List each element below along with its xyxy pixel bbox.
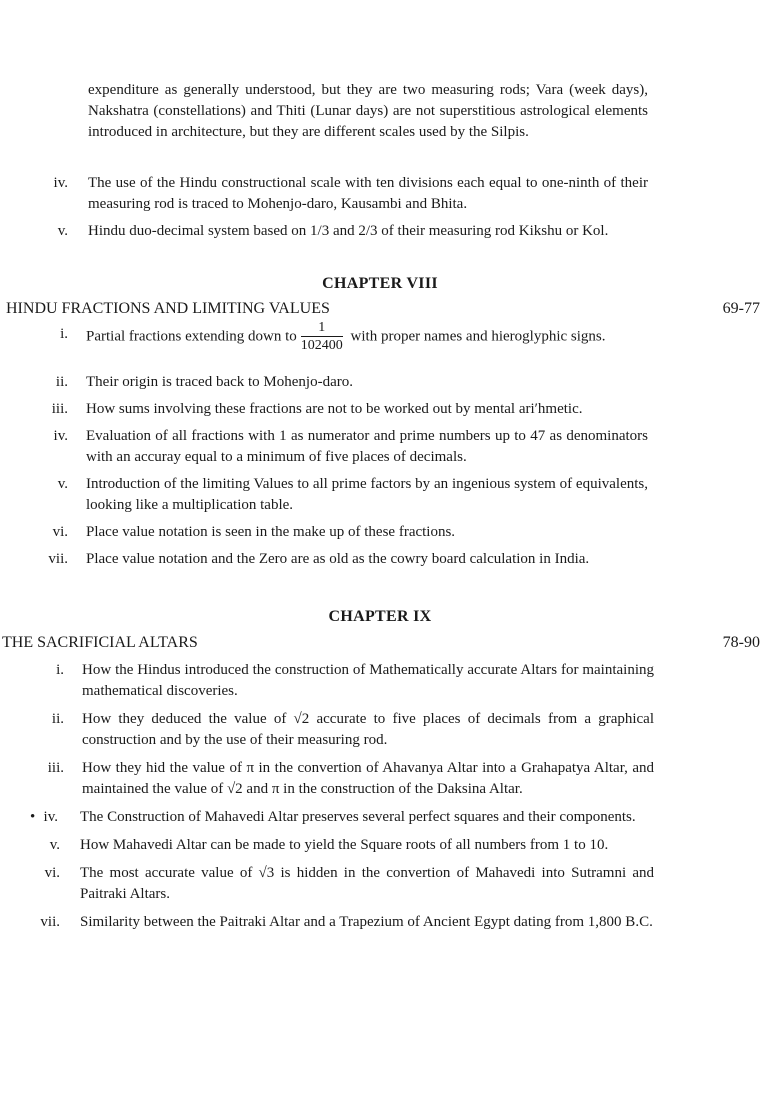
item-text: The most accurate value of √3 is hidden in the convertion of Mahavedi into Sutramni and Paitraki Altars.	[80, 865, 654, 902]
item-number: vi.	[52, 524, 68, 540]
item-text-before: Partial fractions extending down to	[86, 328, 297, 345]
page-range: 78-90	[722, 634, 760, 651]
item-number: vii.	[48, 551, 68, 567]
section-header	[0, 298, 760, 320]
item-number: v.	[57, 223, 68, 239]
item-number: i.	[56, 662, 64, 678]
item-number: ii.	[51, 711, 64, 727]
item-text-after: with proper names and hieroglyphic signs.	[350, 328, 606, 345]
list-item	[0, 549, 780, 570]
chapter9-list	[0, 660, 780, 940]
list-item	[0, 399, 780, 420]
chapter-heading: CHAPTER VIII	[322, 275, 438, 292]
list-item	[0, 835, 780, 856]
chapter-heading: CHAPTER IX	[328, 608, 432, 625]
item-text: The use of the Hindu constructional scale with ten divisions each equal to one-ninth of their measuring rod is traced to Mohenjo-daro, Kausambi and Bhita.	[88, 175, 648, 212]
section-title: THE SACRIFICIAL ALTARS	[2, 634, 198, 651]
item-text: How sums involving these fractions are not to be worked out by mental ariʹhmetic.	[86, 401, 583, 417]
chapter8-list-cont	[0, 372, 780, 576]
list-item	[0, 912, 780, 933]
fraction-denominator: 102400	[300, 338, 343, 353]
item-number: iii.	[47, 760, 64, 776]
item-text: Similarity between the Paitraki Altar and a Trapezium of Ancient Egypt dating from 1,800 B.C.	[80, 914, 653, 930]
list-item	[0, 221, 780, 242]
list-item	[0, 660, 780, 702]
item-number: i.	[60, 326, 68, 342]
item-text: The Construction of Mahavedi Altar preserves several perfect squares and their components.	[80, 809, 636, 825]
item-text: How Mahavedi Altar can be made to yield the Square roots of all numbers from 1 to 10.	[80, 837, 609, 853]
item-text: How they deduced the value of √2 accurate to five places of decimals from a graphical construction and by the use of their measuring rod.	[82, 711, 654, 748]
list-item	[0, 426, 780, 468]
list-item	[0, 474, 780, 516]
section-title: HINDU FRACTIONS AND LIMITING VALUES	[6, 300, 330, 317]
item-number: vi.	[44, 865, 60, 881]
item-text: Place value notation and the Zero are as old as the cowry board calculation in India.	[86, 551, 590, 567]
list-item	[0, 758, 780, 800]
list-item	[0, 807, 780, 828]
item-text: How the Hindus introduced the construction of Mathematically accurate Altars for maintaining mathematical discoveries.	[82, 662, 654, 699]
item-text: Place value notation is seen in the make up of these fractions.	[86, 524, 456, 540]
bullet-mark: •	[30, 809, 36, 825]
item-number: iv.	[43, 809, 58, 825]
item-number: iv.	[53, 175, 68, 191]
list-item	[0, 372, 780, 393]
item-text: Hindu duo-decimal system based on 1/3 and 2/3 of their measuring rod Kikshu or Kol.	[88, 223, 609, 239]
section-header	[0, 632, 760, 654]
item-text: Evaluation of all fractions with 1 as numerator and prime numbers up to 47 as denominators with an accuray equal to a minimum of five places of decimals.	[86, 428, 648, 465]
page-range: 69-77	[722, 300, 760, 317]
item-text: Introduction of the limiting Values to all prime factors by an ingenious system of equivalents, looking like a multiplication table.	[86, 476, 648, 513]
list-top	[0, 173, 780, 248]
item-number: iv.	[53, 428, 68, 444]
item-number: vii.	[40, 914, 60, 930]
list-item	[0, 709, 780, 751]
list-item	[0, 863, 780, 905]
item-number: iii.	[51, 401, 68, 417]
item-number: v.	[57, 476, 68, 492]
fraction	[301, 320, 343, 354]
list-item	[0, 320, 780, 354]
list-item	[0, 173, 780, 215]
item-text: Their origin is traced back to Mohenjo-daro.	[86, 374, 353, 390]
item-number: ii.	[55, 374, 68, 390]
list-item	[0, 522, 780, 543]
intro-paragraph: expenditure as generally understood, but they are two measuring rods; Vara (week days), Nakshatra (constellations) and Thiti (Lunar days) are not superstitious astrological elements introduced in architecture, but they are different scales used by the Silpis.	[88, 82, 648, 140]
item-number: v.	[49, 837, 60, 853]
item-text: How they hid the value of π in the convertion of Ahavanya Altar into a Grahapatya Altar, and maintained the value of √2 and π in the construction of the Daksina Altar.	[82, 760, 654, 797]
item-text	[86, 320, 648, 354]
chapter8-list	[0, 320, 780, 360]
fraction-numerator: 1	[318, 320, 326, 335]
